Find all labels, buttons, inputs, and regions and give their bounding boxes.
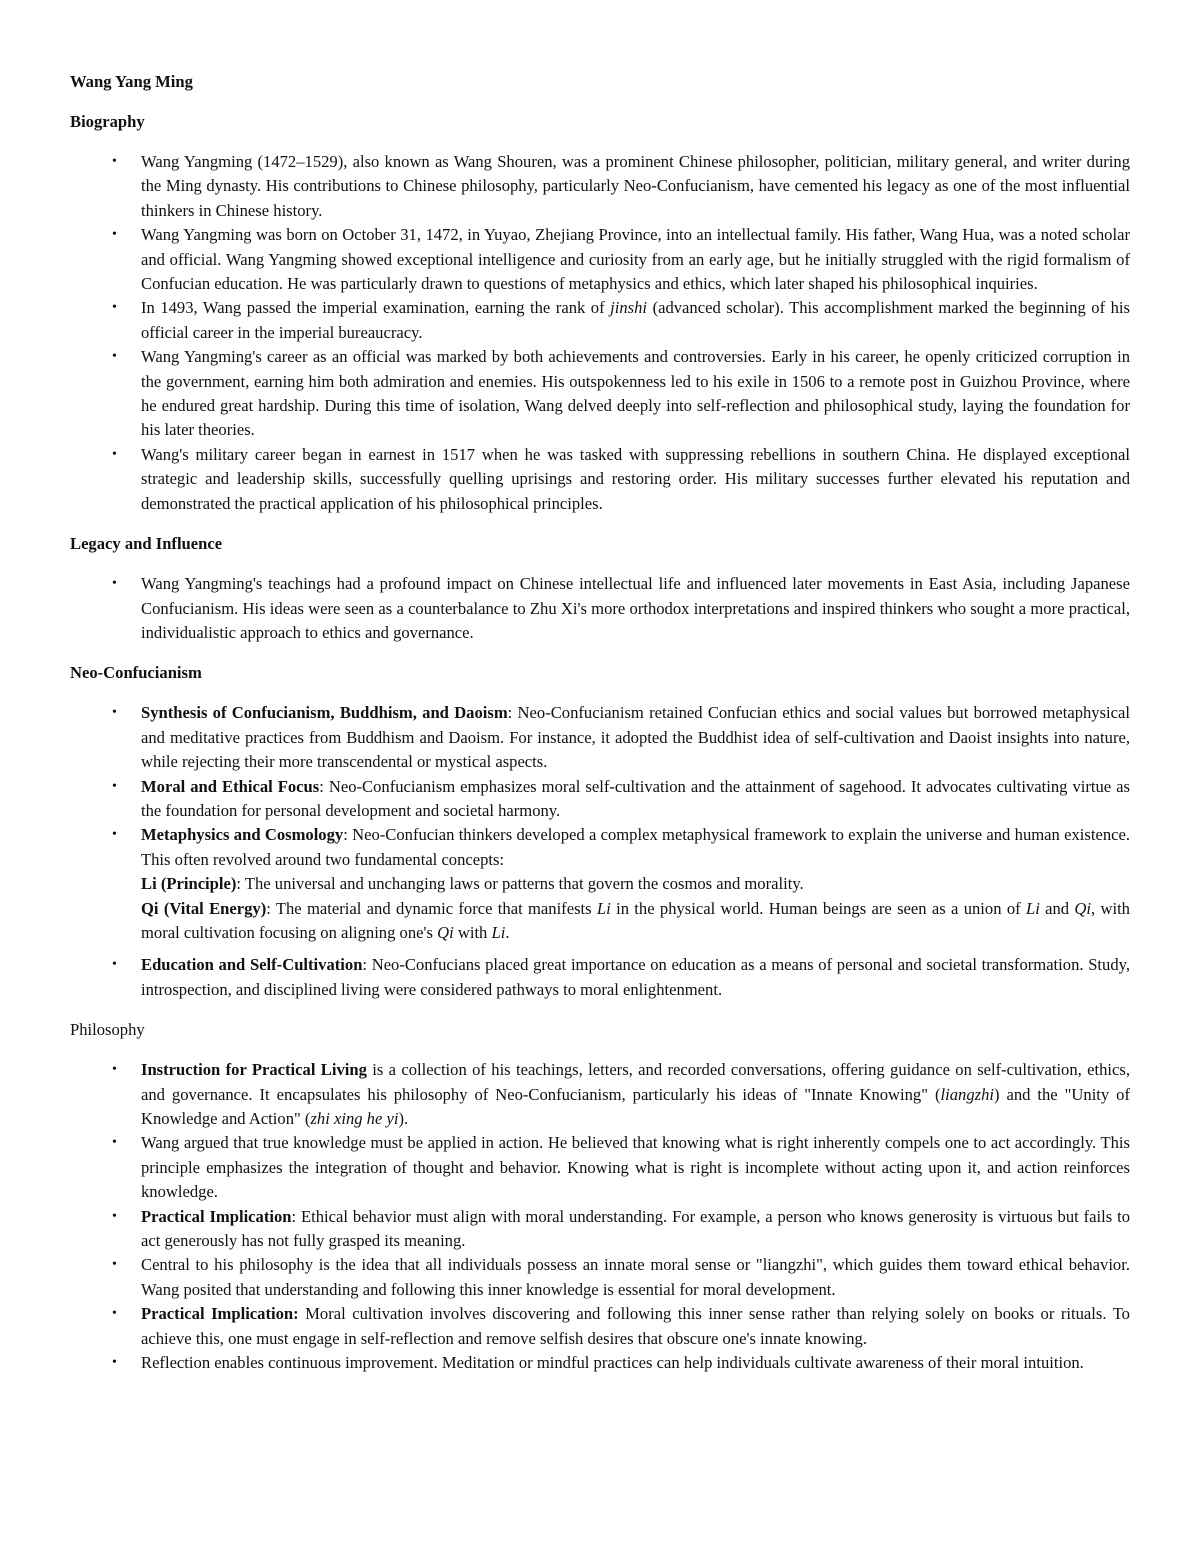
list-item: • Reflection enables continuous improvement. Meditation or mindful practices can help individuals cultivate awareness of their moral intuition. (70, 1351, 1130, 1375)
list-item: • Wang's military career began in earnest in 1517 when he was tasked with suppressing rebellions in southern China. He displayed exceptional strategic and leadership skills, successfully quelling uprisings and restoring order. His military successes further elevated his reputation and demonstrated the practical application of his philosophical principles. (112, 444, 1130, 513)
bullet-icon: • (112, 576, 117, 592)
neo-confucianism-heading: Neo-Confucianism (70, 663, 202, 683)
bullet-icon: • (112, 705, 117, 721)
bullet-icon: • (112, 446, 117, 462)
biography-heading: Biography (70, 112, 145, 131)
li-definition: Li (Principle): The universal and unchanging laws or patterns that govern the cosmos and morality. (141, 874, 804, 894)
bullet-icon: • (112, 957, 117, 973)
list-item: • Synthesis of Confucianism, Buddhism, and Daoism: Neo-Confucianism retained Confucian ethics and social values but borrowed metaphysical and meditative practices from Buddhism and Daoism. For instance, it adopted the Buddhist idea of self-cultivation and Daoist insights into nature, while rejecting their more transcendental or mystical aspects. (112, 703, 1130, 772)
bullet-icon: • (112, 1257, 117, 1273)
list-item: • Wang argued that true knowledge must be applied in action. He believed that knowing what is right inherently compels one to act accordingly. This principle emphasizes the integration of thought and behavior. Knowing what is right is incomplete without acting upon it, and action reinforces knowledge. (112, 1133, 1130, 1202)
bullet-icon: • (112, 1208, 117, 1224)
list-item: • Wang Yangming's career as an official was marked by both achievements and controversies. Early in his career, he openly criticized corruption in the government, earning him both admiration and enemies. His outspokenness led to his exile in 1506 to a remote post in Guizhou Province, where he endured great hardship. During this time of isolation, Wang delved deeply into self-reflection and philosophical study, laying the foundation for his later theories. (112, 347, 1130, 440)
list-item: • Central to his philosophy is the idea that all individuals possess an innate moral sense or "liangzhi", which guides them toward ethical behavior. Wang posited that understanding and following this inner knowledge is essential for moral development. (112, 1255, 1130, 1299)
philosophy-list (70, 1058, 1130, 1375)
bullet-icon: • (112, 1306, 117, 1322)
biography-list (70, 150, 1130, 516)
list-item: • Wang Yangming's teachings had a profound impact on Chinese intellectual life and influenced later movements in East Asia, including Japanese Confucianism. His ideas were seen as a counterbalance to Zhu Xi's more orthodox interpretations and inspired thinkers who sought a more practical, individualistic approach to ethics and governance. (112, 574, 1130, 642)
list-item: • Practical Implication: Moral cultivation involves discovering and following this inner sense rather than relying solely on books or rituals. To achieve this, one must engage in self-reflection and remove selfish desires that obscure one's innate knowing. (112, 1304, 1130, 1348)
bullet-icon: • (112, 154, 117, 169)
legacy-heading: Legacy and Influence (70, 534, 223, 554)
list-item: • Metaphysics and Cosmology: Neo-Confucian thinkers developed a complex metaphysical framework to explain the universe and human existence. This often revolved around two fundamental concepts: Li (Principle): The universal and unchanging laws or patterns that govern the cosmos and morality. Qi (Vital Energy): The material and dynamic force that manifests Li in the physical world. Human beings are seen as a union of Li and Qi, with moral cultivation focusing on aligning one's Qi with Li. (70, 823, 1130, 945)
bullet-icon: • (112, 827, 117, 843)
list-item: • Moral and Ethical Focus: Neo-Confucianism emphasizes moral self-cultivation and the attainment of sagehood. It advocates cultivating virtue as the foundation for personal development and societal harmony. (112, 776, 1130, 820)
bullet-icon: • (112, 300, 117, 316)
list-item: • In 1493, Wang passed the imperial examination, earning the rank of jinshi (advanced scholar). This accomplishment marked the beginning of his official career in the imperial bureaucracy. (112, 298, 1131, 342)
list-item: • Wang Yangming was born on October 31, 1472, in Yuyao, Zhejiang Province, into an intellectual family. His father, Wang Hua, was a noted scholar and official. Wang Yangming showed exceptional intelligence and curiosity from an early age, but he initially struggled with the rigid formalism of Confucian education. He was particularly drawn to questions of metaphysics and ethics, which later shaped his philosophical inquiries. (112, 225, 1130, 294)
list-item: • Education and Self-Cultivation: Neo-Confucians placed great importance on education as a means of personal and societal transformation. Study, introspection, and disciplined living were considered pathways to moral enlightenment. (112, 955, 1130, 999)
bullet-icon: • (112, 349, 117, 365)
bullet-icon: • (112, 227, 117, 243)
qi-definition: Qi (Vital Energy): The material and dynamic force that manifests Li in the physical world. Human beings are seen as a union of Li and Qi, with moral cultivation focusing on aligning one's Qi with Li. (141, 898, 1130, 942)
document-title: Wang Yang Ming (70, 72, 193, 91)
list-item: • Wang Yangming (1472–1529), also known as Wang Shouren, was a prominent Chinese philosopher, politician, military general, and writer during the Ming dynasty. His contributions to Chinese philosophy, particularly Neo-Confucianism, have cemented his legacy as one of the most influential thinkers in Chinese history. (112, 152, 1130, 220)
bullet-icon: • (112, 778, 117, 794)
legacy-list (70, 572, 1130, 645)
neo-confucianism-list (70, 701, 1130, 1002)
list-item: • Practical Implication: Ethical behavior must align with moral understanding. For example, a person who knows generosity is virtuous but fails to act generously has not fully grasped its meaning. (112, 1206, 1130, 1251)
bullet-icon: • (112, 1355, 117, 1371)
bullet-icon: • (112, 1135, 117, 1151)
philosophy-heading: Philosophy (70, 1020, 145, 1040)
bullet-icon: • (112, 1062, 117, 1078)
list-item: • Instruction for Practical Living is a collection of his teachings, letters, and recorded conversations, offering guidance on self-cultivation, ethics, and governance. It encapsulates his philosophy of Neo-Confucianism, particularly his ideas of "Innate Knowing" (liangzhi) and the "Unity of Knowledge and Action" (zhi xing he yi). (112, 1060, 1130, 1128)
